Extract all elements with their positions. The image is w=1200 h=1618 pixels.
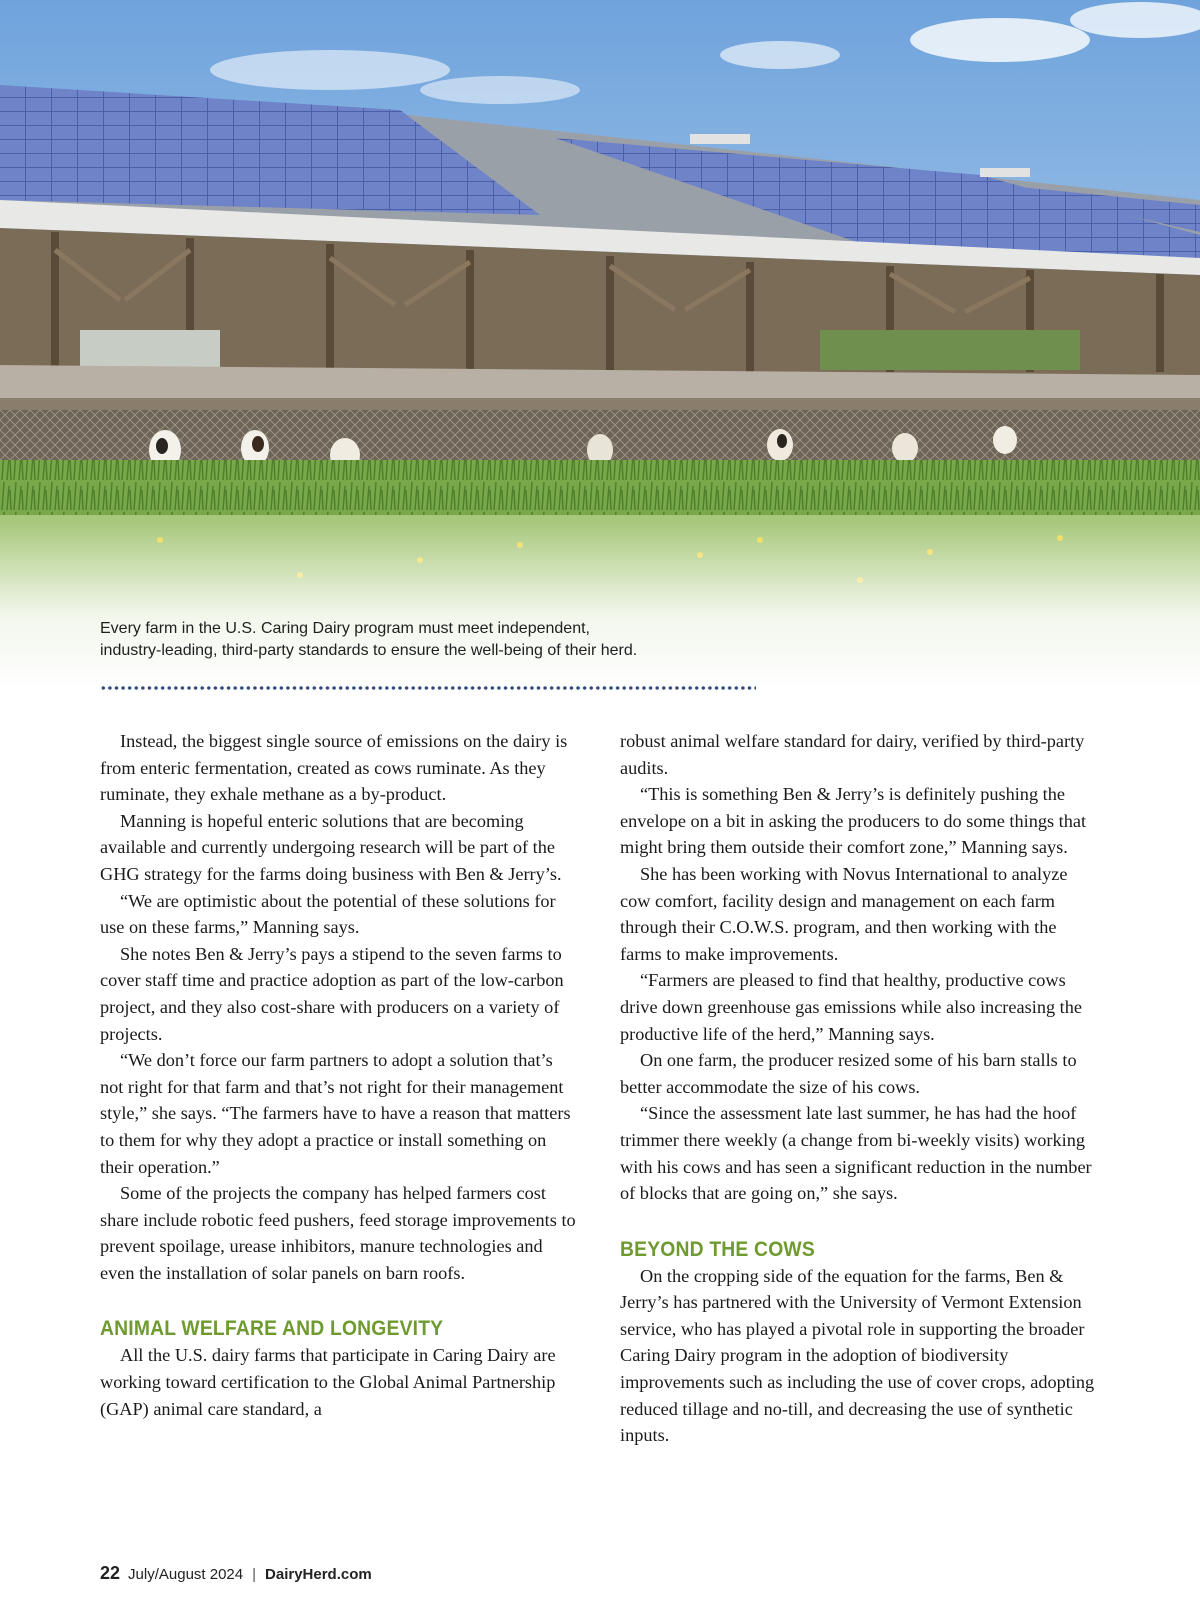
section-spacer bbox=[100, 1286, 580, 1316]
paragraph: Some of the projects the company has helped farmers cost share include robotic feed pushers, feed storage improvements to prevent spoilage, urease inhibitors, manure technologies and even the installation of solar panels on barn roofs. bbox=[100, 1183, 576, 1283]
paragraph: All the U.S. dairy farms that participate in Caring Dairy are working toward certification to the Global Animal Partnership (GAP) animal care standard, a bbox=[100, 1345, 556, 1419]
website-link[interactable]: DairyHerd.com bbox=[265, 1566, 372, 1583]
paragraph: “We are optimistic about the potential of these solutions for use on these farms,” Manning says. bbox=[100, 890, 556, 938]
caption-line: industry-leading, third-party standards to ensure the well-being of their herd. bbox=[100, 642, 638, 659]
section-heading-beyond-the-cows: BEYOND THE COWS bbox=[620, 1237, 815, 1261]
section-spacer bbox=[620, 1207, 1100, 1237]
paragraph: On the cropping side of the equation for the farms, Ben & Jerry’s has partnered with the University of Vermont Extension service, who has played a pivotal role in supporting the broader Caring Dairy program in the adoption of biodiversity improvements such as including the use of cover crops, adopting reduced tillage and no-till, and decreasing the use of synthetic inputs. bbox=[620, 1265, 1095, 1446]
article-column-left bbox=[100, 728, 580, 1422]
article-column-right bbox=[620, 728, 1100, 1449]
page-number: 22 bbox=[100, 1563, 121, 1583]
paragraph: “We don’t force our farm partners to adopt a solution that’s not right for that farm and that’s not right for their management style,” she says. “The farmers have to have a reason that matters to them for why they adopt a practice or install something on their operation.” bbox=[100, 1050, 571, 1177]
issue-date: July/August 2024 bbox=[128, 1566, 244, 1583]
paragraph: Instead, the biggest single source of emissions on the dairy is from enteric fermentation, created as cows ruminate. As they ruminate, they exhale methane as a by-product. bbox=[100, 731, 568, 805]
section-heading-animal-welfare: ANIMAL WELFARE AND LONGEVITY bbox=[100, 1317, 444, 1341]
paragraph: Manning is hopeful enteric solutions that are becoming available and currently undergoing research will be part of the GHG strategy for the farms doing business with Ben & Jerry’s. bbox=[100, 810, 562, 884]
footer-separator: | bbox=[252, 1566, 257, 1583]
page-footer bbox=[100, 1563, 372, 1584]
paragraph: She notes Ben & Jerry’s pays a stipend to the seven farms to cover staff time and practice adoption as part of the low-carbon project, and they also cost-share with producers on a variety of projects. bbox=[100, 943, 564, 1044]
caption-line: Every farm in the U.S. Caring Dairy program must meet independent, bbox=[100, 620, 590, 637]
photo-caption bbox=[100, 618, 920, 662]
barn-photo bbox=[0, 0, 1200, 690]
paragraph: On one farm, the producer resized some of his barn stalls to better accommodate the size of his cows. bbox=[620, 1050, 1077, 1097]
paragraph-continued: robust animal welfare standard for dairy, verified by third-party audits. bbox=[620, 731, 1085, 778]
dotted-rule bbox=[100, 686, 756, 690]
paragraph: She has been working with Novus International to analyze cow comfort, facility design and management on each farm through their C.O.W.S. program, and then working with the farms to make improvements. bbox=[620, 863, 1068, 964]
paragraph: “Farmers are pleased to find that healthy, productive cows drive down greenhouse gas emissions while also increasing the productive life of the herd,” Manning says. bbox=[620, 970, 1083, 1044]
paragraph: “Since the assessment late last summer, he has had the hoof trimmer there weekly (a change from bi-weekly visits) working with his cows and has seen a significant reduction in the number of blocks that are going on,” she says. bbox=[620, 1103, 1092, 1204]
paragraph: “This is something Ben & Jerry’s is definitely pushing the envelope on a bit in asking the producers to do some things that might bring them outside their comfort zone,” Manning says. bbox=[620, 784, 1087, 858]
